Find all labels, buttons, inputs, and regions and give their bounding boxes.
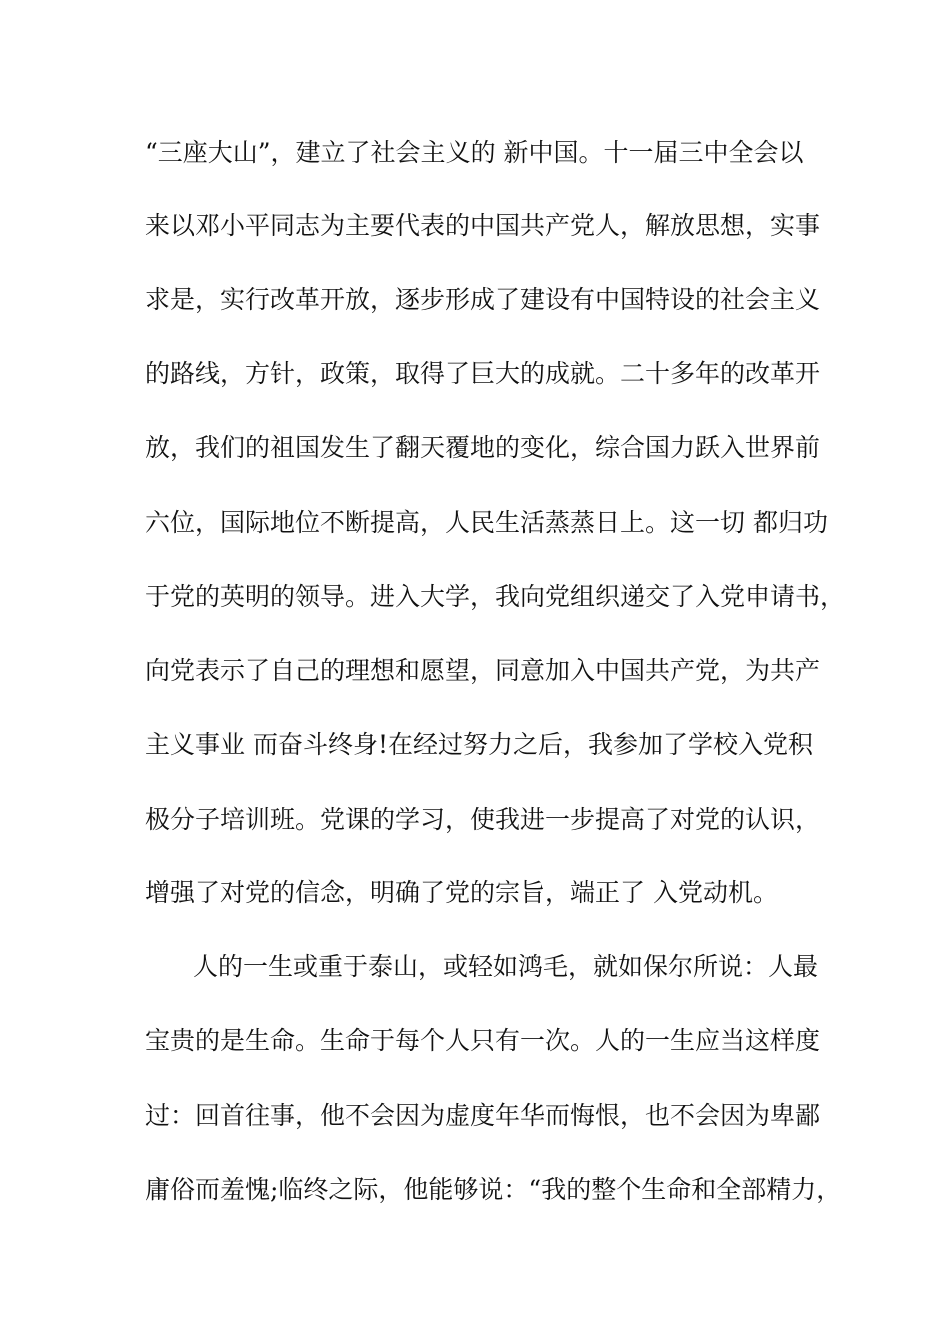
text-line-1: “三座大山”，建立了社会主义的 新中国。十一届三中全会以	[145, 138, 804, 167]
text-line-12: 人的一生或重于泰山，或轻如鸿毛，就如保尔所说：人最	[193, 952, 819, 981]
text-line-13: 宝贵的是生命。生命于每个人只有一次。人的一生应当这样度	[145, 1026, 821, 1055]
text-line-4: 的路线，方针，政策，取得了巨大的成就。二十多年的改革开	[145, 359, 821, 388]
text-line-7: 于党的英明的领导。进入大学，我向党组织递交了入党申请书，	[145, 582, 846, 611]
text-line-9: 主义事业 而奋斗终身!在经过努力之后，我参加了学校入党积	[145, 730, 813, 759]
text-line-3: 求是，实行改革开放，逐步形成了建设有中国特设的社会主义	[145, 285, 821, 314]
text-line-15: 庸俗而羞愧;临终之际，他能够说：“我的整个生命和全部精力，	[145, 1175, 842, 1204]
text-line-11: 增强了对党的信念，明确了党的宗旨，端正了 入党动机。	[145, 878, 778, 907]
text-line-8: 向党表示了自己的理想和愿望，同意加入中国共产党，为共产	[145, 656, 821, 685]
text-line-5: 放，我们的祖国发生了翻天覆地的变化，综合国力跃入世界前	[145, 433, 821, 462]
text-line-10: 极分子培训班。党课的学习，使我进一步提高了对党的认识，	[145, 805, 821, 834]
text-line-2: 来以邓小平同志为主要代表的中国共产党人，解放思想，实事	[145, 211, 821, 240]
text-line-14: 过：回首往事，他不会因为虚度年华而悔恨，也不会因为卑鄙	[145, 1101, 821, 1130]
text-line-6: 六位，国际地位不断提高，人民生活蒸蒸日上。这一切 都归功	[145, 508, 828, 537]
